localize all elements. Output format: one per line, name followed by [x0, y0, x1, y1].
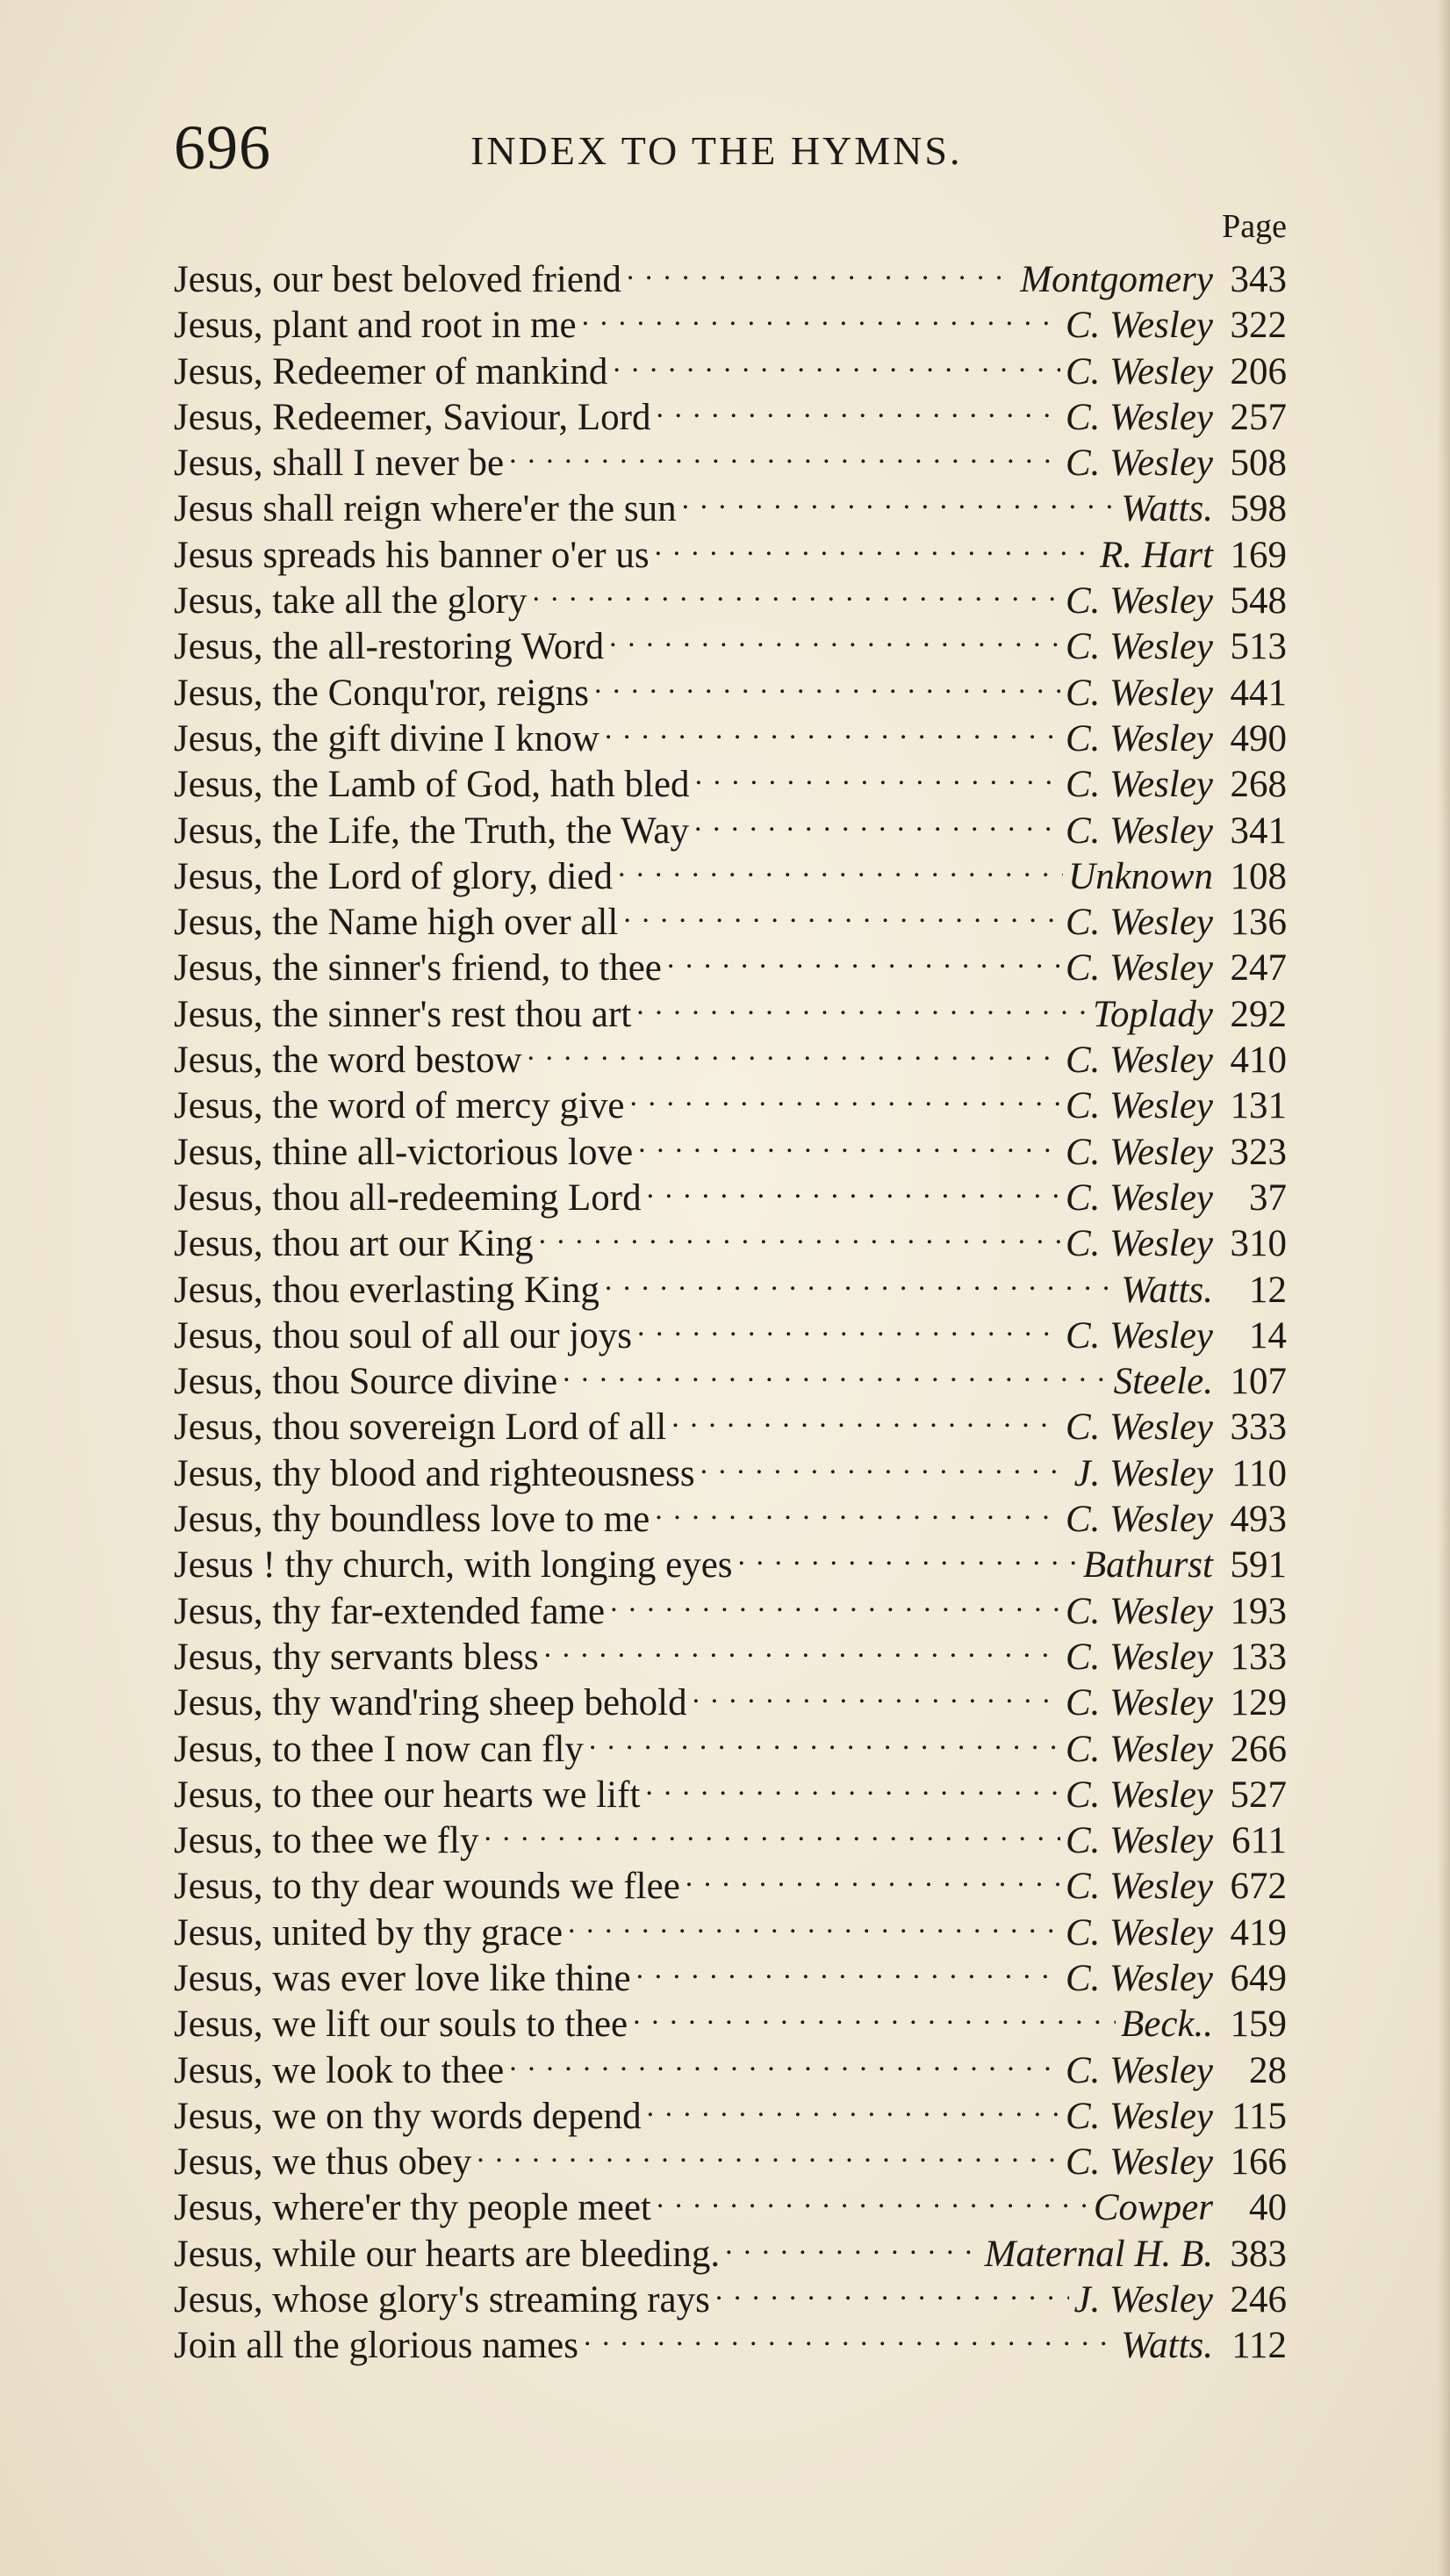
hymn-first-line: Jesus, to thee we fly: [174, 1820, 479, 1862]
dot-leader: [605, 1256, 1116, 1302]
hymn-author: C. Wesley: [1066, 947, 1213, 989]
dot-leader: [647, 1164, 1060, 1210]
hymn-page-number: 672: [1230, 1866, 1287, 1908]
hymn-first-line: Jesus, thy blood and righteousness: [174, 1452, 695, 1494]
hymn-page-number: 115: [1231, 2095, 1287, 2137]
hymn-author: R. Hart: [1100, 534, 1213, 576]
hymn-author: Steele.: [1113, 1361, 1213, 1403]
hymn-author: C. Wesley: [1066, 1223, 1213, 1265]
hymn-author: C. Wesley: [1066, 717, 1213, 759]
hymn-first-line: Jesus, we thus obey: [174, 2141, 472, 2184]
dot-leader: [715, 2266, 1069, 2312]
hymn-page-number: 40: [1249, 2187, 1287, 2229]
hymn-page-number: 193: [1230, 1590, 1287, 1632]
dot-leader: [568, 1899, 1060, 1945]
hymn-page-number: 548: [1230, 580, 1287, 622]
dot-leader: [623, 889, 1060, 934]
hymn-page-number: 292: [1230, 993, 1287, 1035]
hymn-author: C. Wesley: [1066, 672, 1213, 714]
hymn-first-line: Jesus ! thy church, with longing eyes: [174, 1544, 733, 1587]
hymn-author: C. Wesley: [1066, 1682, 1213, 1724]
hymn-page-number: 341: [1230, 809, 1287, 852]
hymn-author: C. Wesley: [1066, 396, 1213, 438]
hymn-page-number: 508: [1230, 443, 1287, 485]
hymn-author: C. Wesley: [1066, 305, 1213, 347]
dot-leader: [655, 522, 1095, 567]
hymn-page-number: 12: [1249, 1269, 1287, 1311]
hymn-page-number: 129: [1230, 1682, 1287, 1724]
hymn-author: C. Wesley: [1066, 902, 1213, 944]
hymn-first-line: Jesus, united by thy grace: [174, 1911, 563, 1954]
hymn-first-line: Jesus spreads his banner o'er us: [174, 534, 650, 576]
hymn-author: C. Wesley: [1066, 2095, 1213, 2137]
hymn-author: C. Wesley: [1066, 1314, 1213, 1356]
hymn-author: C. Wesley: [1066, 1911, 1213, 1954]
running-title: INDEX TO THE HYMNS.: [470, 128, 963, 173]
page-header: [174, 112, 1280, 183]
dot-leader: [655, 1486, 1060, 1531]
hymn-first-line: Jesus, the word bestow: [174, 1040, 522, 1082]
dot-leader: [485, 1807, 1060, 1853]
hymn-page-number: 591: [1230, 1544, 1287, 1587]
dot-leader: [694, 797, 1060, 843]
hymn-first-line: Jesus, shall I never be: [174, 443, 505, 485]
hymn-page-number: 493: [1230, 1499, 1287, 1541]
hymn-first-line: Jesus, thou all-redeeming Lord: [174, 1176, 642, 1219]
hymn-page-number: 266: [1230, 1728, 1287, 1770]
hymn-author: C. Wesley: [1066, 626, 1213, 668]
hymn-author: Beck..: [1120, 2004, 1213, 2046]
hymn-first-line: Jesus, Redeemer of mankind: [174, 350, 608, 392]
hymn-first-line: Jesus, while our hearts are bleeding.: [174, 2233, 721, 2275]
dot-leader: [647, 2083, 1060, 2128]
hymn-first-line: Jesus, thou soul of all our joys: [174, 1314, 632, 1356]
hymn-author: C. Wesley: [1066, 1176, 1213, 1219]
dot-leader: [738, 1531, 1078, 1577]
hymn-page-number: 107: [1230, 1361, 1287, 1403]
hymn-page-number: 14: [1249, 1314, 1287, 1356]
hymn-first-line: Join all the glorious names: [174, 2325, 578, 2367]
hymn-page-number: 206: [1230, 350, 1287, 392]
page-edge-shadow: [1438, 0, 1450, 2576]
hymn-page-number: 110: [1231, 1452, 1287, 1494]
dot-leader: [584, 2312, 1116, 2357]
hymn-first-line: Jesus, to thee our hearts we lift: [174, 1774, 641, 1816]
dot-leader: [671, 1393, 1060, 1439]
hymn-page-number: 268: [1230, 764, 1287, 806]
hymn-page-number: 490: [1230, 717, 1287, 759]
dot-leader: [627, 246, 1015, 291]
hymn-page-number: 598: [1230, 488, 1287, 530]
hymn-page-number: 166: [1230, 2141, 1287, 2184]
dot-leader: [582, 291, 1060, 337]
dot-leader: [539, 1210, 1060, 1256]
hymn-first-line: Jesus, thine all-victorious love: [174, 1131, 634, 1173]
hymn-first-line: Jesus, the Life, the Truth, the Way: [174, 809, 689, 852]
hymn-author: C. Wesley: [1066, 350, 1213, 392]
hymn-first-line: Jesus, we lift our souls to thee: [174, 2004, 628, 2046]
hymn-first-line: Jesus, thou sovereign Lord of all: [174, 1407, 667, 1449]
hymn-page-number: 108: [1230, 855, 1287, 897]
dot-leader: [528, 1026, 1060, 1072]
dot-leader: [695, 751, 1060, 796]
hymn-first-line: Jesus shall reign where'er the sun: [174, 488, 677, 530]
dot-leader: [509, 429, 1060, 475]
hymn-author: C. Wesley: [1066, 580, 1213, 622]
hymn-first-line: Jesus, take all the glory: [174, 580, 528, 622]
dot-leader: [563, 1348, 1108, 1393]
hymn-author: C. Wesley: [1066, 764, 1213, 806]
index-entry: [174, 246, 1287, 300]
hymn-first-line: Jesus, the sinner's rest thou art: [174, 993, 632, 1035]
dot-leader: [477, 2128, 1060, 2174]
hymn-author: C. Wesley: [1066, 1820, 1213, 1862]
dot-leader: [693, 1669, 1060, 1715]
dot-leader: [610, 1578, 1060, 1623]
hymn-author: C. Wesley: [1066, 2141, 1213, 2184]
hymn-first-line: Jesus, to thee I now can fly: [174, 1728, 584, 1770]
dot-leader: [629, 1072, 1060, 1118]
hymn-first-line: Jesus, the all-restoring Word: [174, 626, 605, 668]
hymn-author: Unknown: [1068, 855, 1213, 897]
dot-leader: [645, 1761, 1060, 1807]
hymn-page-number: 247: [1230, 947, 1287, 989]
hymn-first-line: Jesus, the Lamb of God, hath bled: [174, 764, 690, 806]
hymn-page-number: 28: [1249, 2049, 1287, 2091]
dot-leader: [682, 475, 1116, 521]
dot-leader: [633, 1990, 1116, 2036]
dot-leader: [544, 1623, 1060, 1669]
dot-leader: [638, 1119, 1060, 1164]
hymn-first-line: Jesus, was ever love like thine: [174, 1957, 631, 1999]
hymn-author: Watts.: [1121, 488, 1213, 530]
hymn-author: C. Wesley: [1066, 1774, 1213, 1816]
hymn-author: C. Wesley: [1066, 1636, 1213, 1678]
hymn-first-line: Jesus, the Lord of glory, died: [174, 855, 613, 897]
hymn-first-line: Jesus, to thy dear wounds we flee: [174, 1866, 680, 1908]
hymn-page-number: 310: [1230, 1223, 1287, 1265]
hymn-author: J. Wesley: [1073, 2279, 1213, 2321]
hymn-author: J. Wesley: [1073, 1452, 1213, 1494]
hymn-page-number: 343: [1230, 259, 1287, 300]
hymn-author: Watts.: [1121, 2325, 1213, 2367]
hymn-author: C. Wesley: [1066, 1085, 1213, 1127]
hymn-author: C. Wesley: [1066, 1866, 1213, 1908]
dot-leader: [613, 338, 1060, 384]
hymn-author: C. Wesley: [1066, 1499, 1213, 1541]
hymn-author: C. Wesley: [1066, 1040, 1213, 1082]
dot-leader: [636, 981, 1088, 1026]
hymn-author: C. Wesley: [1066, 1131, 1213, 1173]
hymn-first-line: Jesus, thy boundless love to me: [174, 1499, 650, 1541]
hymn-index-list: [174, 246, 1287, 2367]
hymn-first-line: Jesus, the gift divine I know: [174, 717, 599, 759]
hymn-page-number: 527: [1230, 1774, 1287, 1816]
hymn-page-number: 322: [1230, 305, 1287, 347]
hymn-author: Toplady: [1093, 993, 1213, 1035]
hymn-page-number: 333: [1230, 1407, 1287, 1449]
hymn-first-line: Jesus, the sinner's friend, to thee: [174, 947, 662, 989]
hymn-author: C. Wesley: [1066, 443, 1213, 485]
hymn-page-number: 169: [1230, 534, 1287, 576]
hymn-page-number: 323: [1230, 1131, 1287, 1173]
hymn-author: Maternal H. B.: [984, 2233, 1213, 2275]
dot-leader: [656, 384, 1060, 429]
hymn-first-line: Jesus, whose glory's streaming rays: [174, 2279, 710, 2321]
hymn-first-line: Jesus, the Conqu'ror, reigns: [174, 672, 589, 714]
dot-leader: [686, 1853, 1060, 1898]
hymn-author: C. Wesley: [1066, 809, 1213, 852]
hymn-first-line: Jesus, thou Source divine: [174, 1361, 558, 1403]
hymn-first-line: Jesus, we look to thee: [174, 2049, 505, 2091]
hymn-author: Watts.: [1121, 1269, 1213, 1311]
hymn-author: C. Wesley: [1066, 1407, 1213, 1449]
hymn-author: C. Wesley: [1066, 2049, 1213, 2091]
hymn-first-line: Jesus, thou art our King: [174, 1223, 534, 1265]
page-number: 696: [174, 112, 271, 183]
hymn-first-line: Jesus, thy wand'ring sheep behold: [174, 1682, 687, 1724]
hymn-first-line: Jesus, we on thy words depend: [174, 2095, 642, 2137]
dot-leader: [532, 567, 1060, 613]
hymn-author: Bathurst: [1082, 1544, 1213, 1587]
hymn-first-line: Jesus, thou everlasting King: [174, 1269, 599, 1311]
hymn-author: Montgomery: [1020, 259, 1213, 300]
hymn-first-line: Jesus, our best beloved friend: [174, 259, 621, 300]
hymn-first-line: Jesus, where'er thy people meet: [174, 2187, 651, 2229]
hymn-first-line: Jesus, the word of mercy give: [174, 1085, 625, 1127]
dot-leader: [636, 1945, 1060, 1990]
hymn-page-number: 611: [1231, 1820, 1287, 1862]
hymn-first-line: Jesus, the Name high over all: [174, 902, 619, 944]
hymn-page-number: 419: [1230, 1911, 1287, 1954]
hymn-author: C. Wesley: [1066, 1590, 1213, 1632]
dot-leader: [594, 659, 1060, 705]
dot-leader: [657, 2174, 1088, 2220]
hymn-first-line: Jesus, plant and root in me: [174, 305, 577, 347]
dot-leader: [637, 1302, 1060, 1348]
hymn-page-number: 159: [1230, 2004, 1287, 2046]
hymn-first-line: Jesus, thy far-extended fame: [174, 1590, 606, 1632]
hymn-author: Cowper: [1093, 2187, 1213, 2229]
hymn-page-number: 112: [1231, 2325, 1287, 2367]
hymn-page-number: 133: [1230, 1636, 1287, 1678]
dot-leader: [589, 1716, 1060, 1761]
hymn-page-number: 257: [1230, 396, 1287, 438]
dot-leader: [605, 705, 1060, 751]
hymn-page-number: 131: [1230, 1085, 1287, 1127]
dot-leader: [667, 934, 1060, 980]
hymn-page-number: 441: [1230, 672, 1287, 714]
dot-leader: [509, 2037, 1060, 2083]
hymn-page-number: 513: [1230, 626, 1287, 668]
hymn-page-number: 136: [1230, 902, 1287, 944]
page-column-label: Page: [1222, 208, 1287, 245]
hymn-author: C. Wesley: [1066, 1957, 1213, 1999]
hymn-page-number: 410: [1230, 1040, 1287, 1082]
hymn-page-number: 649: [1230, 1957, 1287, 1999]
dot-leader: [609, 613, 1060, 658]
hymn-author: C. Wesley: [1066, 1728, 1213, 1770]
dot-leader: [618, 843, 1063, 889]
dot-leader: [700, 1440, 1069, 1486]
hymn-page-number: 383: [1230, 2233, 1287, 2275]
hymn-page-number: 37: [1249, 1176, 1287, 1219]
hymn-first-line: Jesus, thy servants bless: [174, 1636, 539, 1678]
hymn-first-line: Jesus, Redeemer, Saviour, Lord: [174, 396, 651, 438]
dot-leader: [725, 2220, 980, 2266]
hymn-page-number: 246: [1230, 2279, 1287, 2321]
